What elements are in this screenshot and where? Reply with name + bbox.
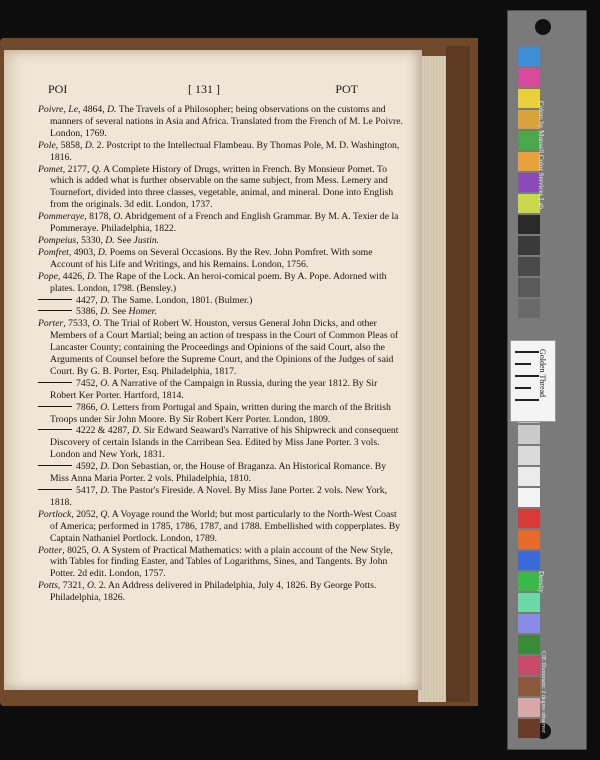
catalog-entry [38, 140, 404, 164]
color-chip [518, 446, 540, 465]
entry-format: D. [100, 306, 110, 318]
entry-format: O. [91, 544, 101, 556]
color-chip [518, 68, 540, 87]
catalog-entry [38, 461, 404, 485]
ruler-mark [515, 351, 539, 353]
entry-reference: , 7533, [63, 318, 93, 330]
entry-text: Poems on Several Occasions. By the Rev. John Pomfret. With some Account of his Life and Writings, and his Remains. London, 1756. [50, 246, 373, 270]
catalog-entry [38, 104, 404, 140]
entry-see-reference: Homer. [128, 306, 157, 318]
ditto-dash [38, 382, 72, 383]
catalog-entry [38, 509, 404, 545]
entry-text: Abridgement of a French and English Grammar. By M. A. Texier de la Pommeraye. Philadelphia, 1822. [50, 211, 399, 235]
entry-reference: , 8178, [84, 211, 114, 223]
entry-format: D. [86, 270, 97, 282]
entry-heading: Porter [38, 318, 64, 330]
entry-text: A System of Practical Mathematics: with a plain account of the New Style, with Tables for finding Easter, and Tables of Logarithms, Sines, and Tangents. By John Potter. 2d edit. London, 1757. [50, 544, 393, 580]
color-chip [518, 509, 540, 528]
color-chip [518, 488, 540, 507]
entry-text: The Pastor's Fireside. A Novel. By Miss Jane Porter. 2 vols. New York, 1818. [50, 485, 388, 508]
page-fore-edge [418, 56, 446, 702]
entry-heading: Pomfret [38, 246, 69, 258]
entry-heading: Portlock [38, 508, 72, 520]
entry-format: D. [100, 294, 110, 306]
entry-see-reference: Justin. [133, 234, 160, 246]
entry-text: The Rape of the Lock. An heroi-comical poem. By A. Pope. Adorned with plates. London, 1798. (Bensley.) [50, 270, 387, 294]
ruler-mark [515, 387, 531, 389]
ditto-dash [38, 465, 72, 466]
catalog-entry [38, 402, 404, 426]
entry-text: A Narrative of the Campaign in Russia, during the year 1812. By Sir Robert Ker Porter. Hartford, 1814. [50, 377, 378, 401]
catalog-entry [38, 235, 404, 247]
entry-format: O. [113, 211, 123, 223]
entry-text: See [114, 234, 134, 246]
entry-format: D. [97, 246, 108, 258]
entry-reference: , 4903, [68, 246, 98, 258]
entry-format: O. [100, 377, 110, 389]
color-chip [518, 530, 540, 549]
ditto-dash [38, 406, 72, 407]
color-chip [518, 593, 540, 612]
strip-hole-top [535, 19, 551, 35]
strip-density-label: Density [537, 571, 545, 593]
color-chip [518, 278, 540, 297]
entry-text: A Voyage round the World; but most particularly to the North-West Coast of America; performed in 1785, 1786, 1787, and 1788. Embellished with copperplates. By Captain Nathaniel Portlock. London, 1789. [50, 508, 401, 544]
catalog-entry [38, 485, 404, 509]
color-chip [518, 47, 540, 66]
entry-text: 2. An Address delivered in Philadelphia, July 4, 1826. By George Potts. Philadelphia, 1826. [50, 580, 377, 604]
entry-reference: , 2052, [71, 508, 101, 520]
color-chip [518, 236, 540, 255]
entry-text: Don Sebastian, or, the House of Braganza. An Historical Romance. By Miss Anna Maria Porter. 2 vols. Philadelphia, 1810. [50, 461, 387, 485]
color-chip [518, 656, 540, 675]
entry-reference: , 7321, [57, 580, 87, 592]
entry-reference: , 5858, [55, 139, 85, 151]
entry-format: O. [92, 318, 102, 330]
ditto-dash [38, 489, 72, 490]
color-chip [518, 635, 540, 654]
ruler-mark [515, 363, 531, 365]
ruler-label: Golden Thread [538, 349, 547, 398]
entry-reference: , 5330, [76, 234, 106, 246]
entry-format: D. [131, 425, 142, 437]
entry-reference: 4427, [76, 294, 101, 306]
entry-heading: Poivre, Le [38, 104, 78, 115]
catalog-entry [38, 247, 404, 271]
entry-reference: 5386, [76, 306, 101, 318]
catalog-entry [38, 295, 404, 307]
ruler-mark [515, 375, 539, 377]
entry-heading: Pommeraye [38, 211, 85, 223]
entry-reference: 7452, [76, 377, 101, 389]
color-chip [518, 320, 540, 339]
entry-format: D. [100, 485, 110, 496]
entry-text: See [109, 306, 129, 318]
running-header [34, 82, 394, 100]
entry-reference: , 8025, [62, 544, 92, 556]
entry-reference: 4592, [76, 461, 101, 473]
entry-heading: Pope [38, 270, 58, 282]
catalog-entry [38, 580, 404, 604]
entry-format: D. [107, 104, 117, 115]
color-chip [518, 299, 540, 318]
color-chip [518, 551, 540, 570]
entry-text: Sir Edward Seaward's Narrative of his Shipwreck and consequent Discovery of certain Islands in the Carribean Sea. Edited by Miss Jane Porter. 3 vols. London and New York, 1831. [50, 425, 399, 461]
catalog-entry [38, 164, 404, 212]
catalog-entry [38, 211, 404, 235]
catalog-entry [38, 271, 404, 295]
golden-thread-target [510, 340, 556, 422]
entry-text: 2. Postcript to the Intellectual Flambeau. By Thomas Pole, M. D. Washington, 1816. [50, 139, 400, 163]
entry-reference: 7866, [76, 401, 101, 413]
header-left: POI [48, 82, 68, 96]
entry-text: The Trial of Robert W. Houston, versus General John Dicks, and other Members of a Court Martial; being an action of trespass in the Court of Common Pleas of Lancaster County; containing the Proceedings and Opinions of the said Court, also the Arguments of Counsel before the Supreme Court, and the Opinions of the Judges of said Court. By G. B. Porter, Esq. Philadelphia, 1817. [50, 318, 399, 377]
ditto-dash [38, 310, 72, 311]
catalog-entries [38, 104, 404, 604]
header-right: POT [335, 82, 358, 96]
entry-heading: Pomet [38, 163, 63, 175]
entry-text: The Same. London, 1801. (Bulmer.) [109, 294, 253, 306]
entry-heading: Potts [38, 580, 58, 592]
color-chip [518, 677, 540, 696]
color-chip [518, 719, 540, 738]
entry-text: The Travels of a Philosopher; being observations on the customs and manners of several nations in Asia and Africa. Translated from the French of M. Le Poivre. London, 1769. [50, 104, 403, 139]
entry-reference: , 2177, [62, 163, 92, 175]
catalog-entry [38, 425, 404, 461]
catalog-entry [38, 545, 404, 581]
entry-format: Q. [91, 163, 102, 175]
color-chip [518, 467, 540, 486]
entry-text: Letters from Portugal and Spain, written during the march of the British Troops under Sir John Moore. By Sir Robert Kerr Porter. London, 1809. [50, 401, 391, 425]
entry-format: O. [86, 580, 97, 592]
catalog-entry [38, 378, 404, 402]
entry-reference: , 4864, [78, 104, 108, 115]
entry-heading: Pompeius [38, 234, 77, 246]
page-number: [ 131 ] [188, 82, 220, 96]
book-back-edge [446, 46, 470, 702]
entry-reference: 4222 & 4287, [76, 425, 132, 437]
catalog-entry [38, 318, 404, 378]
entry-text: A Complete History of Drugs, written in French. By Monsieur Pomet. To which is added what is further observable on the same subject, from Mess. Lemery and Tournefort, divided into three classes, vegetable, animal, and mineral. Done into English from the originals. 3d edit. London, 1737. [50, 163, 394, 211]
ditto-dash [38, 429, 72, 430]
ruler-mark [515, 399, 539, 401]
color-chip [518, 257, 540, 276]
color-chip [518, 698, 540, 717]
catalog-entry [38, 306, 404, 318]
entry-format: Q. [100, 508, 110, 520]
entry-format: D. [100, 461, 110, 473]
entry-heading: Pole [38, 139, 56, 151]
ditto-dash [38, 299, 72, 300]
entry-reference: 5417, [76, 485, 101, 496]
entry-format: D. [105, 234, 115, 246]
entry-heading: Potter [38, 544, 63, 556]
entry-format: D. [84, 139, 95, 151]
color-chip [518, 215, 540, 234]
strip-footer-text: CIE Illuminant: 2 degree observer [540, 651, 546, 733]
strip-brand-text: Colors by Munsell Color Services Lab [537, 101, 545, 209]
entry-reference: , 4426, [57, 270, 87, 282]
color-chip [518, 614, 540, 633]
color-chip [518, 425, 540, 444]
entry-format: O. [100, 401, 110, 413]
